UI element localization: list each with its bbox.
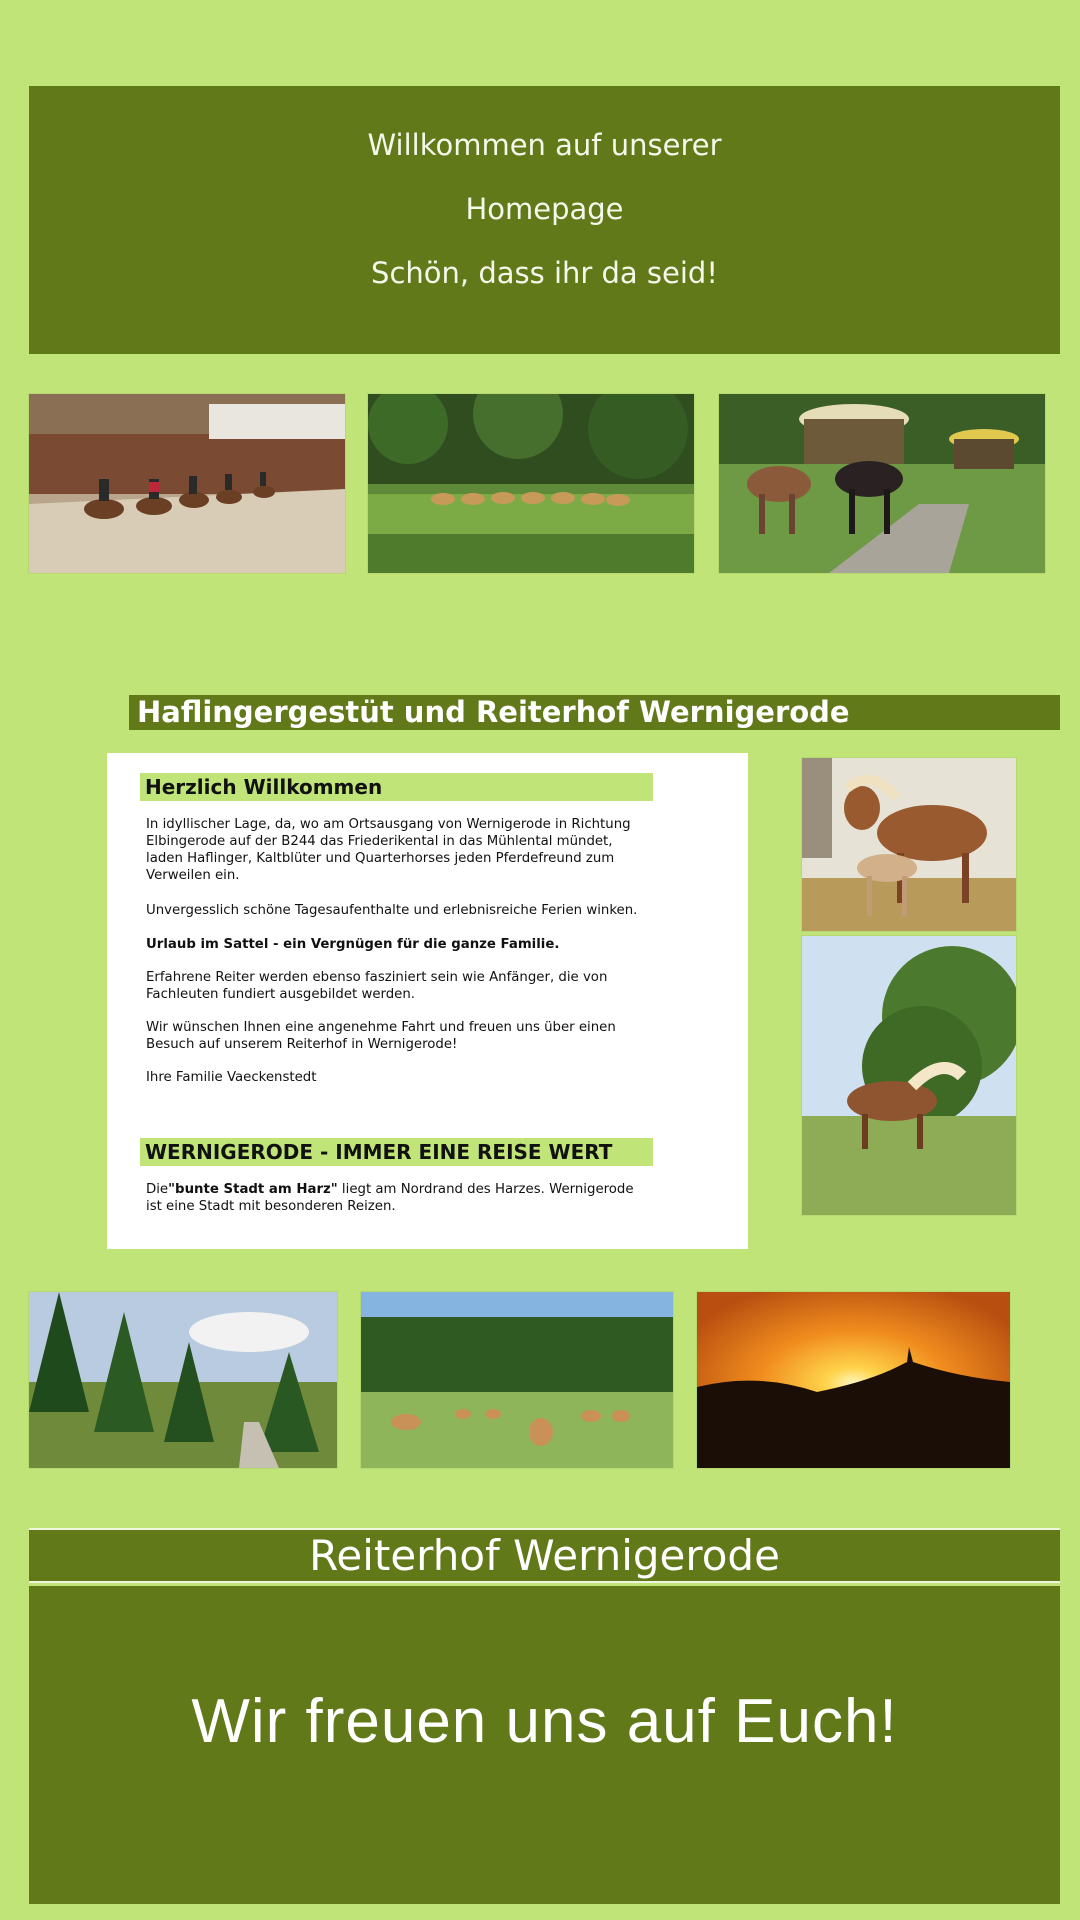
town-heading: WERNIGERODE - IMMER EINE REISE WERT xyxy=(140,1138,653,1166)
content-card xyxy=(107,753,748,1249)
welcome-banner xyxy=(29,86,1060,354)
riding-hall-photo xyxy=(29,394,345,573)
harz-forest-path-photo xyxy=(29,1292,337,1468)
welcome-line-1: Willkommen auf unserer xyxy=(367,128,722,162)
greeting-paragraph: Wir wünschen Ihnen eine angenehme Fahrt und freuen uns über einen Besuch auf unserem Reiterhof in Wernigerode! xyxy=(146,1020,616,1052)
welcome-line-3: Schön, dass ihr da seid! xyxy=(371,256,718,290)
family-paragraph xyxy=(146,936,646,953)
footer-slogan: Wir freuen uns auf Euch! xyxy=(191,1687,898,1756)
grazing-horses-photo xyxy=(361,1292,673,1468)
footer-box xyxy=(29,1586,1060,1904)
family-slogan: Urlaub im Sattel - ein Vergnügen für die ganze Familie. xyxy=(146,937,560,952)
welcome-line-2: Homepage xyxy=(465,192,624,226)
town-text-end: liegt am Nordrand des Harzes. Wernigerode ist eine Stadt mit besonderen Reizen. xyxy=(146,1182,634,1214)
welcome-heading: Herzlich Willkommen xyxy=(140,773,653,801)
forest-trail-ride-photo xyxy=(368,394,694,573)
horse-carriage-photo xyxy=(719,394,1045,573)
footer-title: Reiterhof Wernigerode xyxy=(29,1528,1060,1583)
page-title: Haflingergestüt und Reiterhof Wernigerode xyxy=(129,695,1060,730)
town-paragraph xyxy=(146,1181,646,1215)
haflinger-meadow-photo xyxy=(802,936,1016,1215)
stays-paragraph: Unvergesslich schöne Tagesaufenthalte und erlebnisreiche Ferien winken. xyxy=(146,903,638,918)
mare-and-foal-photo xyxy=(802,758,1016,931)
sunset-castle-photo xyxy=(697,1292,1010,1468)
intro-paragraph: In idyllischer Lage, da, wo am Ortsausgang von Wernigerode in Richtung Elbingerode auf der B244 das Friederikental in das Mühlental mündet, laden Haflinger, Kaltblüter und Quarterhorses jeden Pferdefreund zum Verweilen ein. xyxy=(146,817,631,883)
town-text-start: Die xyxy=(146,1182,169,1197)
signature: Ihre Familie Vaeckenstedt xyxy=(146,1070,317,1085)
riders-paragraph: Erfahrene Reiter werden ebenso fasziniert sein wie Anfänger, die von Fachleuten fundiert ausgebildet werden. xyxy=(146,970,608,1002)
town-nickname: "bunte Stadt am Harz" xyxy=(168,1182,338,1197)
